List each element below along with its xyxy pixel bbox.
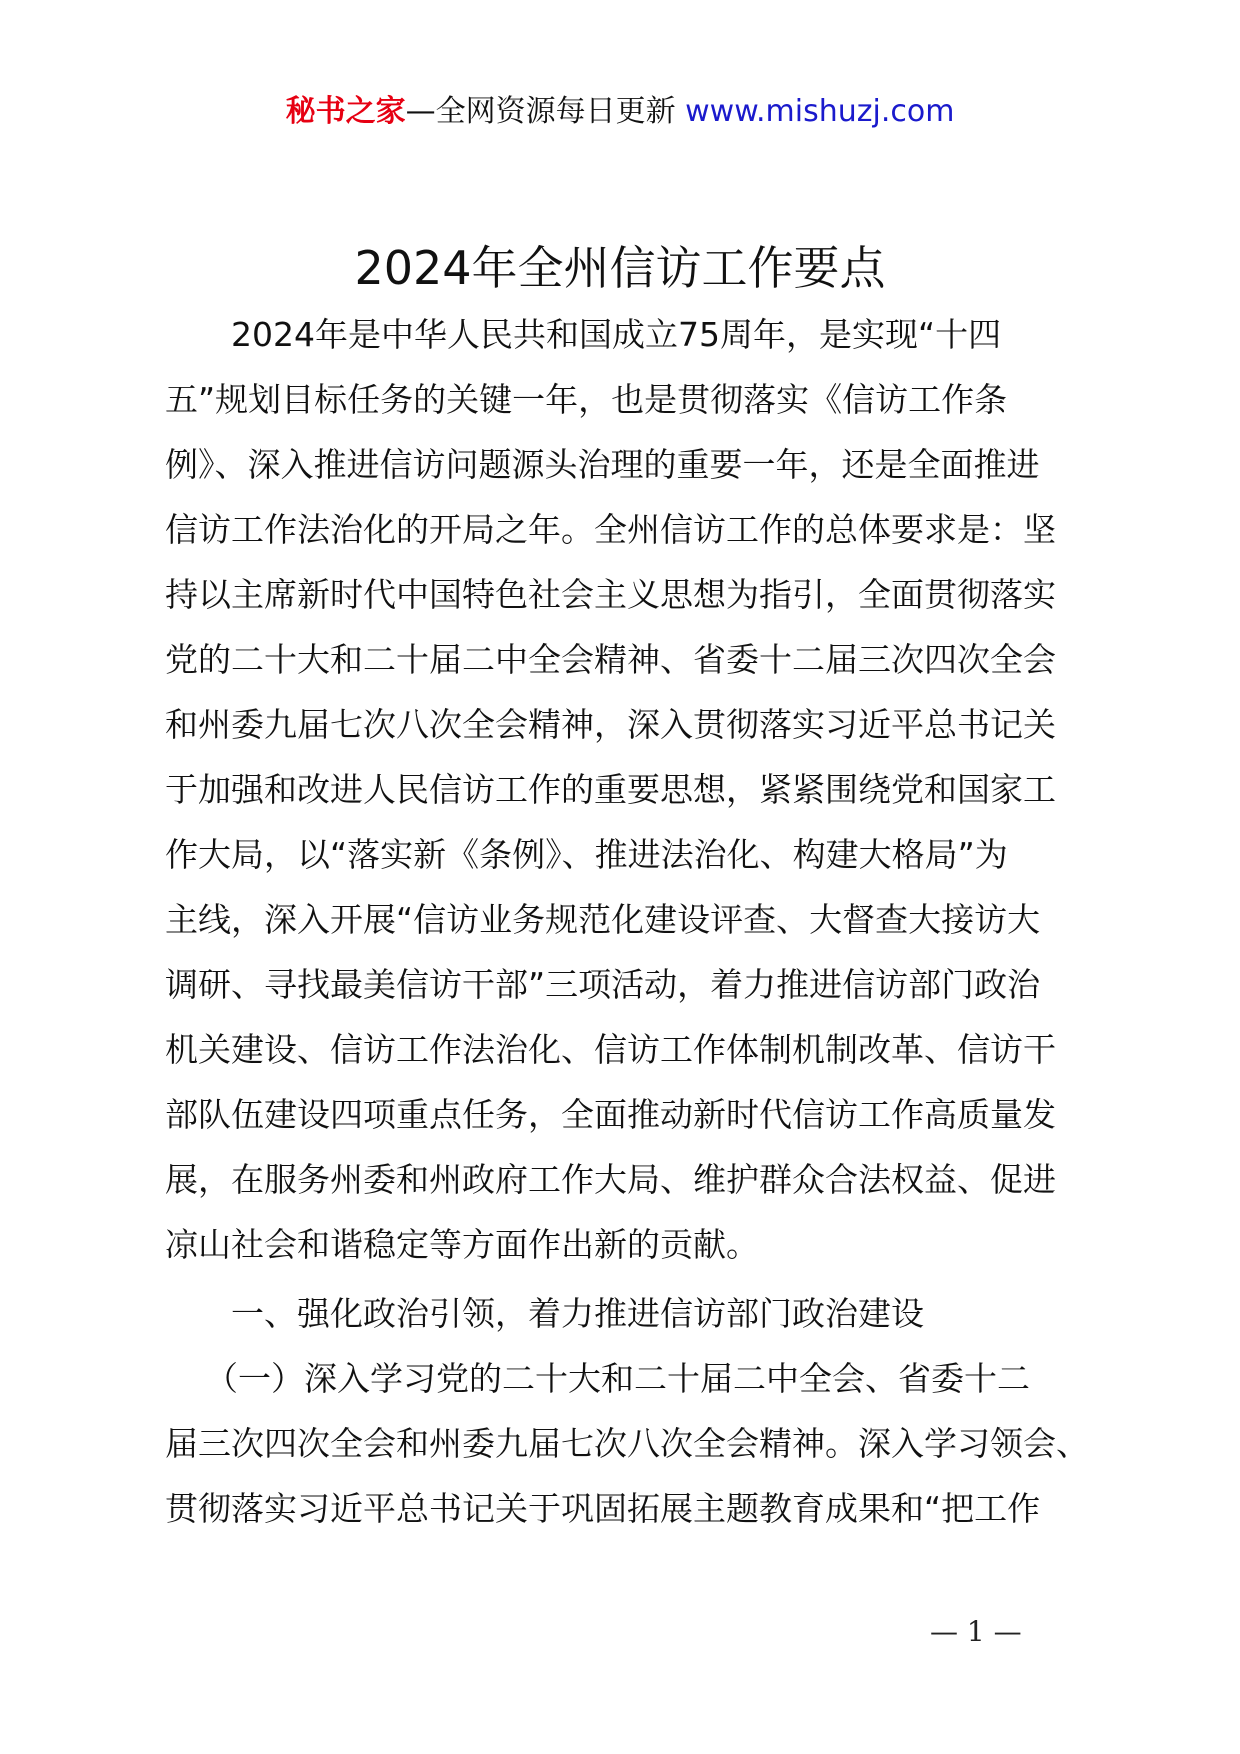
- paragraph-line: 部队伍建设四项重点任务，全面推动新时代信访工作高质量发: [165, 1095, 1056, 1134]
- document-title: 2024年全州信访工作要点: [354, 241, 886, 295]
- paragraph-line: 于加强和改进人民信访工作的重要思想，紧紧围绕党和国家工: [165, 770, 1056, 809]
- subsection-line: （一）深入学习党的二十大和二十届二中全会、省委十二: [205, 1359, 1030, 1398]
- paragraph-line: 例》、深入推进信访问题源头治理的重要一年，还是全面推进: [165, 445, 1040, 484]
- paragraph-line: 届三次四次全会和州委九届七次八次全会精神。深入学习领会、: [165, 1424, 1089, 1463]
- paragraph-line: 五”规划目标任务的关键一年，也是贯彻落实《信访工作条: [165, 380, 1008, 419]
- document-body: [165, 302, 1095, 1541]
- site-url-link[interactable]: www.mishuzj.com: [685, 94, 955, 129]
- site-tagline: —全网资源每日更新: [405, 94, 676, 129]
- site-brand: 秘书之家: [285, 94, 406, 129]
- paragraph-line: 和州委九届七次八次全会精神，深入贯彻落实习近平总书记关: [165, 705, 1056, 744]
- paragraph-line: 贯彻落实习近平总书记关于巩固拓展主题教育成果和“把工作: [165, 1489, 1041, 1528]
- paragraph-line: 主线，深入开展“信访业务规范化建设评查、大督查大接访大: [165, 900, 1041, 939]
- paragraph-line: 信访工作法治化的开局之年。全州信访工作的总体要求是：坚: [165, 510, 1056, 549]
- paragraph-line: 机关建设、信访工作法治化、信访工作体制机制改革、信访干: [165, 1030, 1056, 1069]
- paragraph-line: 2024年是中华人民共和国成立75周年，是实现“十四: [231, 315, 1002, 354]
- paragraph-line: 作大局，以“落实新《条例》、推进法治化、构建大格局”为: [165, 835, 1008, 874]
- section-heading: 一、强化政治引领，着力推进信访部门政治建设: [231, 1294, 924, 1333]
- paragraph-line: 展，在服务州委和州政府工作大局、维护群众合法权益、促进: [165, 1160, 1056, 1199]
- paragraph-line: 党的二十大和二十届二中全会精神、省委十二届三次四次全会: [165, 640, 1056, 679]
- paragraph-line: 凉山社会和谐稳定等方面作出新的贡献。: [165, 1225, 759, 1264]
- paragraph-line: 调研、寻找最美信访干部”三项活动，着力推进信访部门政治: [165, 965, 1041, 1004]
- paragraph-line: 持以主席新时代中国特色社会主义思想为指引，全面贯彻落实: [165, 575, 1056, 614]
- page-number: — 1 —: [930, 1615, 1022, 1648]
- site-header: [0, 92, 1240, 132]
